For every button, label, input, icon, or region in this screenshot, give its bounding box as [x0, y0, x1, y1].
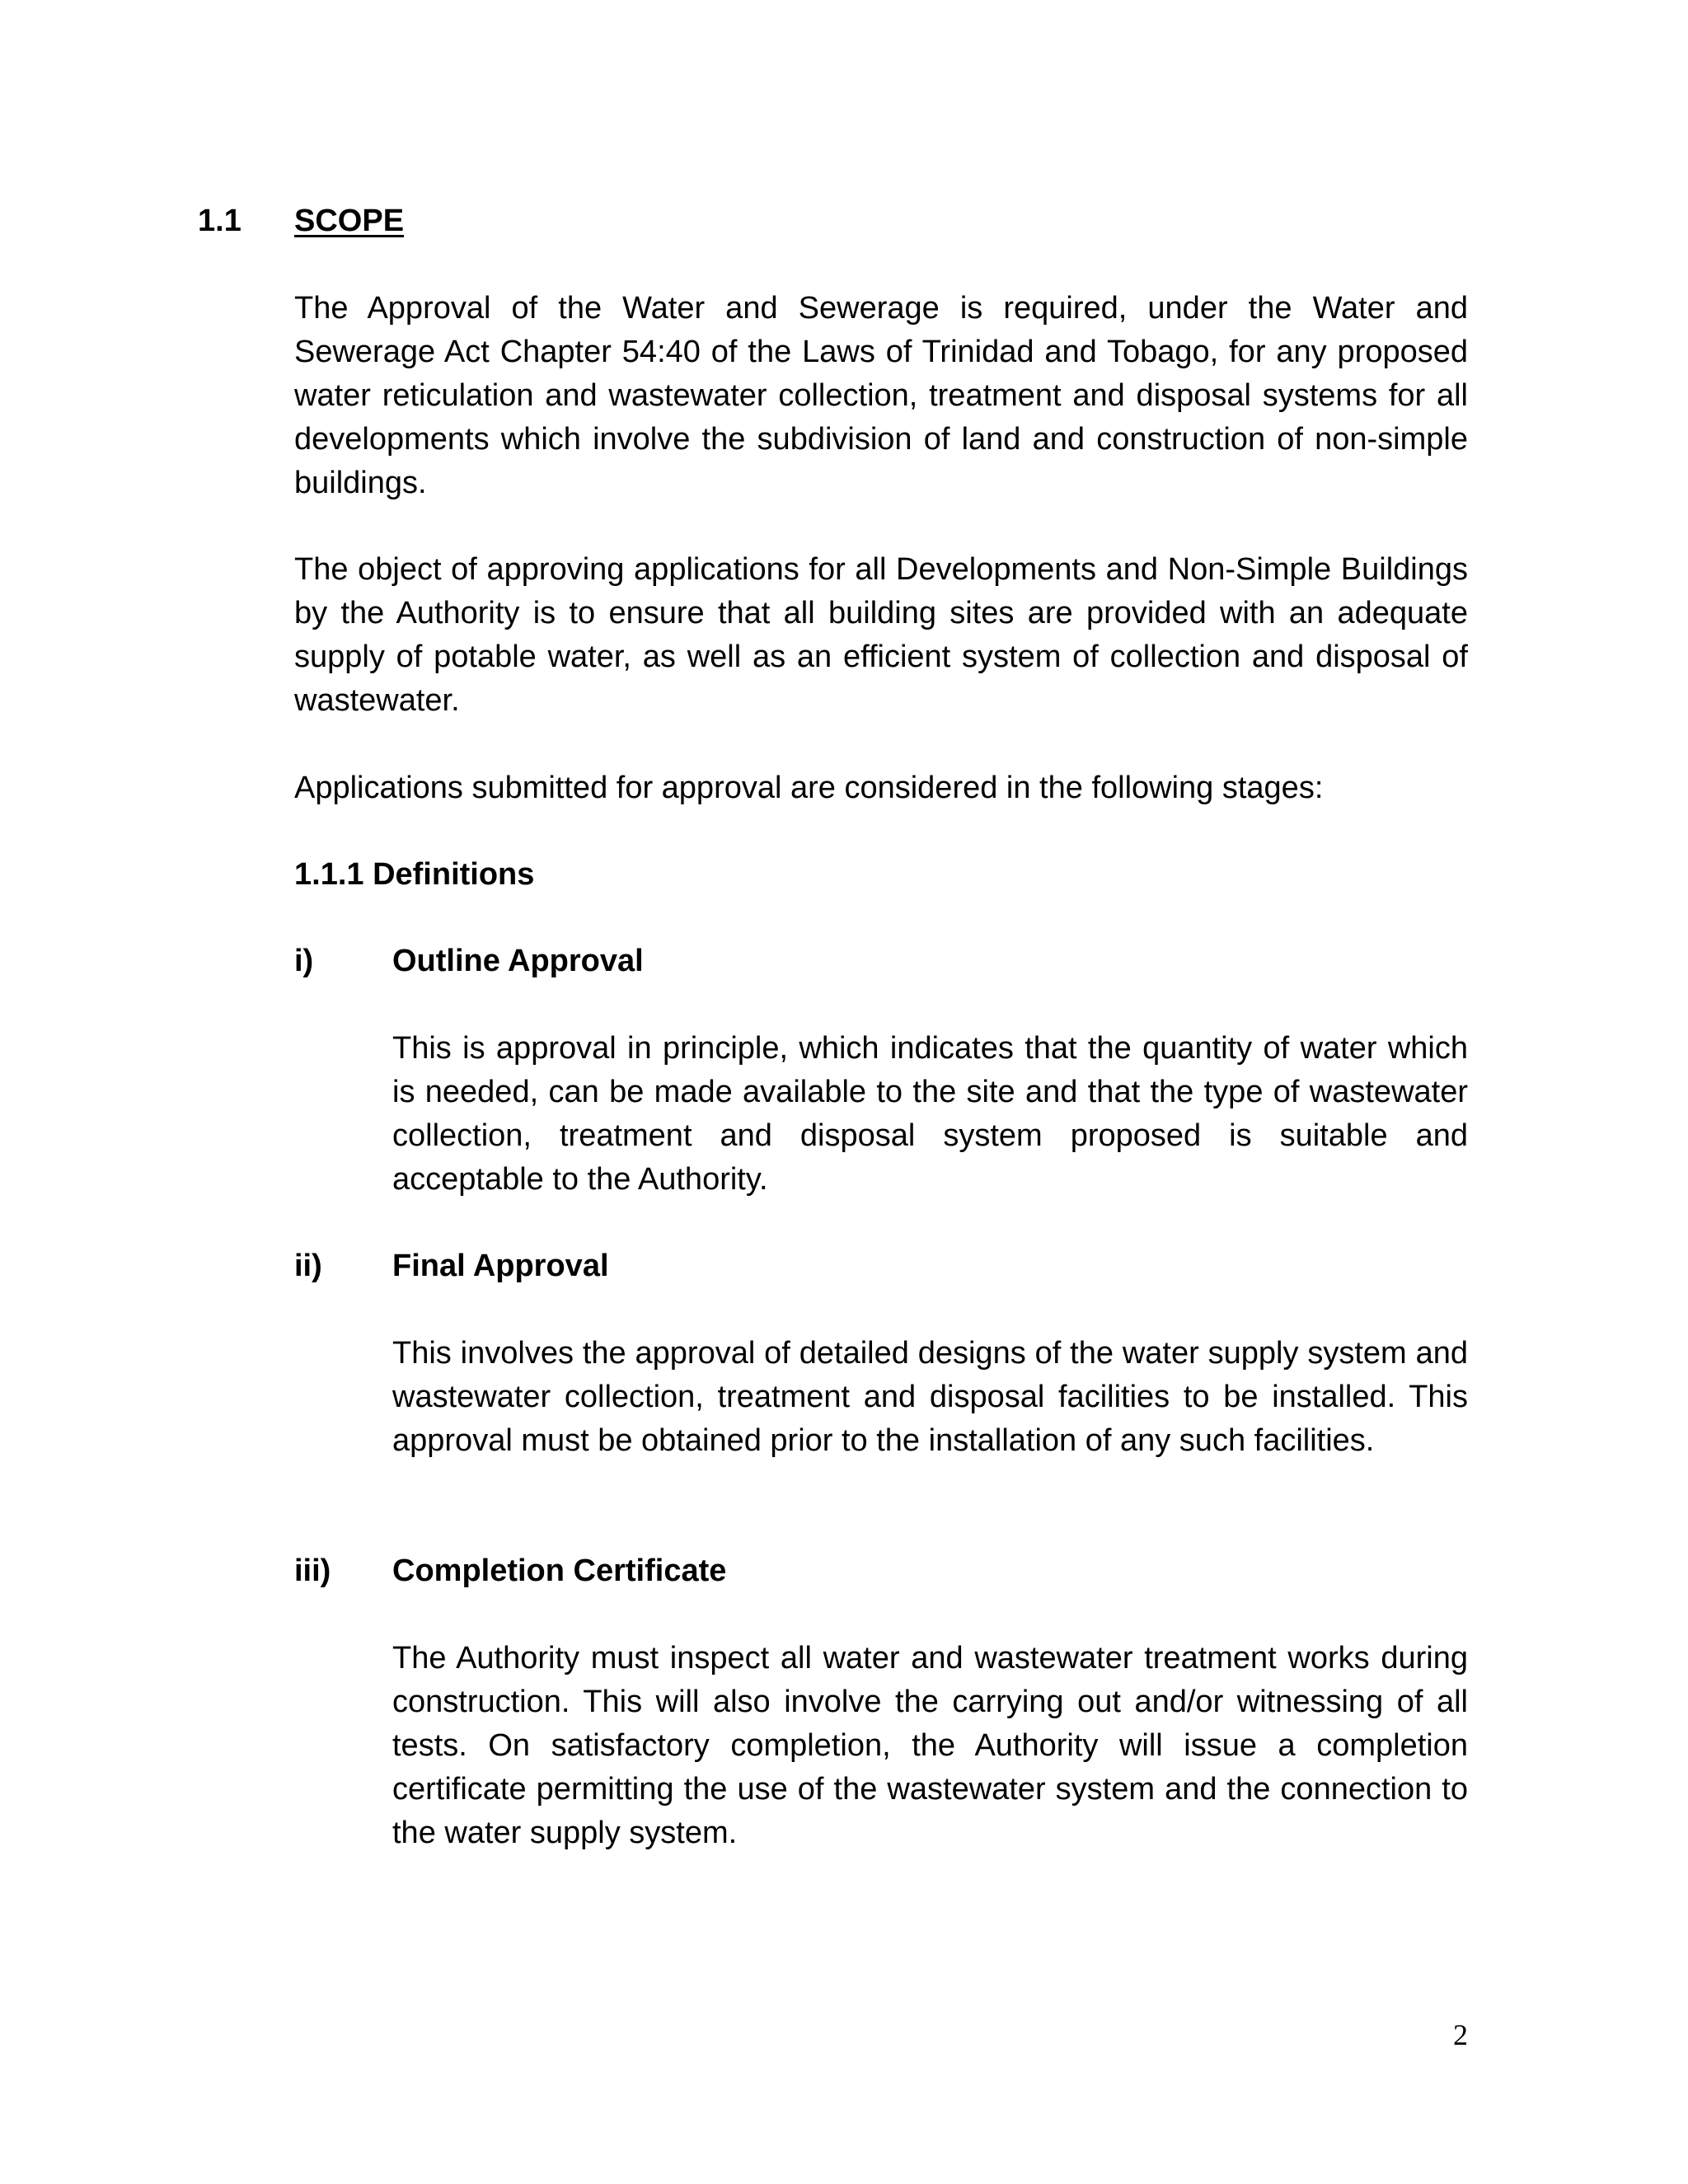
section-title: SCOPE	[294, 204, 405, 238]
definition-marker: ii)	[294, 1249, 322, 1283]
page-number: 2	[1453, 2018, 1468, 2051]
paragraph-stages-intro: Applications submitted for approval are considered in the following stages:	[294, 771, 1324, 805]
definition-title: Completion Certificate	[392, 1554, 727, 1588]
definition-text: This involves the approval of detailed designs of the water supply system and wastewater collection, treatment and disposal facilities to be installed. This approval must be obtained prior to the installation of any such facilities.	[392, 1336, 1468, 1458]
paragraph-approval-required: The Approval of the Water and Sewerage is required, under the Water and Sewerage Act Chapter 54:40 of the Laws of Trinidad and Tobago, for any proposed water reticulation and wastewater collection, treatment and disposal systems for all developments which involve the subdivision of land and construction of non-simple buildings.	[294, 291, 1468, 500]
paragraph-approval-object: The object of approving applications for all Developments and Non-Simple Buildings by the Authority is to ensure that all building sites are provided with an adequate supply of potable water, as well as an efficient system of collection and disposal of wastewater.	[294, 552, 1468, 718]
section-number: 1.1	[198, 204, 241, 238]
definition-text: The Authority must inspect all water and wastewater treatment works during construction. This will also involve the carrying out and/or witnessing of all tests. On satisfactory completion, the Authority will issue a completion certificate permitting the use of the wastewater system and the connection to the water supply system.	[392, 1641, 1468, 1850]
definition-marker: i)	[294, 944, 314, 978]
subsection-title: 1.1.1 Definitions	[294, 857, 535, 892]
definition-title: Final Approval	[392, 1249, 609, 1283]
definition-marker: iii)	[294, 1554, 331, 1588]
definition-text: This is approval in principle, which indicates that the quantity of water which is needed, can be made available to the site and that the type of wastewater collection, treatment and disposal system proposed is suitable and acceptable to the Authority.	[392, 1031, 1468, 1197]
definition-title: Outline Approval	[392, 944, 644, 978]
